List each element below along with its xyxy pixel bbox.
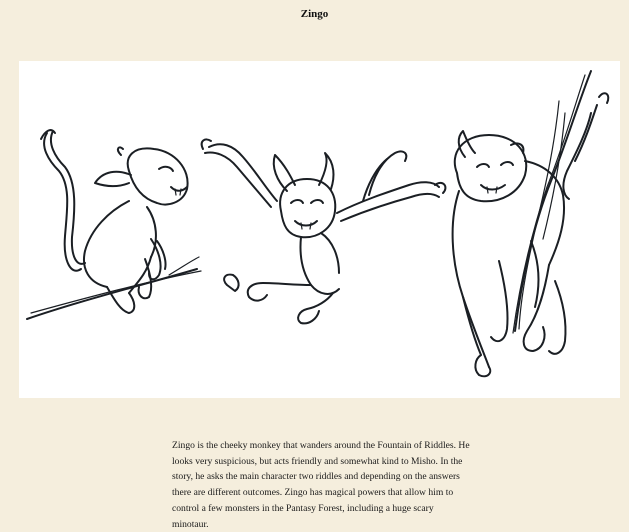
character-description: Zingo is the cheeky monkey that wanders around the Fountain of Riddles. He looks very suspicious, but acts friendly and somewhat kind to Misho. In the story, he asks the main character two riddles and depending on the answers there are different outcomes. Zingo has magical powers that allow him to control a few monsters in the Pantasy Forest, including a huge scary minotaur. — [172, 440, 470, 530]
character-sketch-panel — [19, 61, 620, 398]
character-sketch-image — [19, 61, 620, 398]
sketch-pose-crouching — [27, 130, 201, 319]
page-title: Zingo — [300, 8, 329, 20]
sketch-pose-hanging — [453, 71, 609, 376]
sketch-pose-jumping — [202, 139, 446, 323]
